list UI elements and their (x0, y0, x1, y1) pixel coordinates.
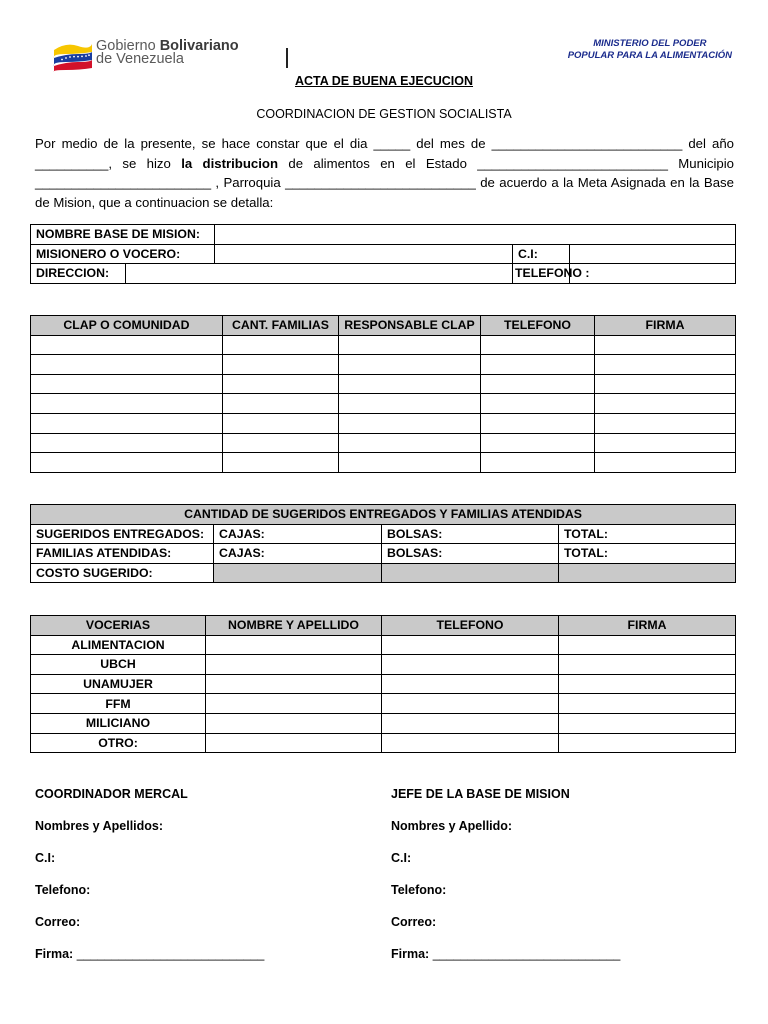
logo-text (96, 40, 239, 66)
mission-info-table (30, 224, 736, 284)
table-cell[interactable] (31, 394, 223, 414)
table-row (31, 413, 736, 433)
table-cell[interactable] (223, 355, 339, 375)
direccion-label: DIRECCION: (31, 264, 126, 284)
coordinator-title: COORDINADOR MERCAL (35, 787, 188, 801)
table-row (31, 524, 736, 544)
intro-paragraph (35, 134, 734, 212)
base-label: NOMBRE BASE DE MISION: (31, 225, 215, 245)
table-cell[interactable] (223, 394, 339, 414)
table-cell[interactable] (339, 433, 481, 453)
table-cell[interactable] (595, 413, 736, 433)
logo-text-part2: Bolivariano (159, 38, 239, 54)
table-cell[interactable] (31, 433, 223, 453)
logo-text-line2: de Venezuela (96, 51, 184, 67)
table-cell[interactable] (31, 453, 223, 473)
table-cell[interactable] (339, 394, 481, 414)
ci-label: C.I: (35, 851, 56, 865)
voceria-label: FFM (31, 694, 206, 714)
table-cell[interactable] (223, 433, 339, 453)
table-cell[interactable] (481, 355, 595, 375)
table-row (31, 355, 736, 375)
telefono-label: Telefono: (391, 883, 447, 897)
misionero-field[interactable] (215, 244, 513, 264)
column-header: CANT. FAMILIAS (223, 316, 339, 336)
table-cell[interactable] (559, 694, 736, 714)
costo-cell[interactable] (214, 563, 382, 583)
table-cell[interactable] (206, 674, 382, 694)
table-cell[interactable] (595, 374, 736, 394)
table-header-row (31, 505, 736, 525)
column-header: RESPONSABLE CLAP (339, 316, 481, 336)
table-row (31, 374, 736, 394)
names-label: Nombres y Apellido: (391, 819, 513, 833)
table-row (31, 394, 736, 414)
ministry-line1: MINISTERIO DEL PODER (593, 38, 707, 49)
logo-divider (286, 48, 288, 68)
table-row (31, 713, 736, 733)
table-cell[interactable] (31, 335, 223, 355)
column-header: FIRMA (559, 616, 736, 636)
table-cell[interactable] (339, 413, 481, 433)
table-cell[interactable] (206, 655, 382, 675)
firma-line[interactable]: ___________________________ (432, 947, 621, 961)
telefono-field[interactable] (570, 264, 736, 284)
voceria-label: OTRO: (31, 733, 206, 753)
ministry-name (568, 38, 732, 62)
table-row (31, 733, 736, 753)
sugeridos-entregados-label: SUGERIDOS ENTREGADOS: (31, 524, 214, 544)
table-cell[interactable] (481, 413, 595, 433)
table-row (31, 674, 736, 694)
table-cell[interactable] (481, 374, 595, 394)
familias-atendidas-label: FAMILIAS ATENDIDAS: (31, 544, 214, 564)
logo-text-part1: Gobierno (96, 38, 160, 54)
table-cell[interactable] (559, 655, 736, 675)
voceria-label: MILICIANO (31, 713, 206, 733)
firma-row (35, 947, 264, 961)
column-header: CLAP O COMUNIDAD (31, 316, 223, 336)
firma-label: Firma: (391, 947, 430, 961)
table-row (31, 453, 736, 473)
table-cell[interactable] (559, 733, 736, 753)
table-cell[interactable] (559, 635, 736, 655)
table-cell[interactable] (595, 453, 736, 473)
table-cell[interactable] (481, 433, 595, 453)
table-cell[interactable] (31, 374, 223, 394)
table-cell[interactable] (382, 694, 559, 714)
table-row (31, 694, 736, 714)
table-cell[interactable] (595, 335, 736, 355)
table-cell[interactable] (31, 413, 223, 433)
voceria-label: ALIMENTACION (31, 635, 206, 655)
table-cell[interactable] (339, 374, 481, 394)
correo-label: Correo: (391, 915, 437, 929)
table-cell[interactable] (339, 355, 481, 375)
ministry-line2: POPULAR PARA LA ALIMENTACIÓN (567, 50, 732, 61)
table-cell[interactable] (481, 453, 595, 473)
jefe-title: JEFE DE LA BASE DE MISION (391, 787, 570, 801)
voceria-label: UNAMUJER (31, 674, 206, 694)
table-row (31, 225, 736, 245)
government-logo (52, 40, 302, 72)
voceria-label: UBCH (31, 655, 206, 675)
total-cell[interactable]: TOTAL: (559, 524, 736, 544)
table-cell[interactable] (206, 733, 382, 753)
intro-text-bold: la distribucion (181, 155, 279, 171)
clap-table (30, 315, 736, 473)
column-header: FIRMA (595, 316, 736, 336)
telefono-label: TELEFONO : (513, 264, 570, 284)
table-row (31, 544, 736, 564)
cajas-cell[interactable]: CAJAS: (214, 524, 382, 544)
firma-line[interactable]: ___________________________ (76, 947, 265, 961)
table-cell[interactable] (223, 374, 339, 394)
table-cell[interactable] (382, 674, 559, 694)
venezuela-flag-icon (52, 40, 94, 72)
table-header-row (31, 616, 736, 636)
table-cell[interactable] (206, 635, 382, 655)
costo-sugerido-label: COSTO SUGERIDO: (31, 563, 214, 583)
bolsas-cell[interactable]: BOLSAS: (382, 524, 559, 544)
table-cell[interactable] (206, 694, 382, 714)
correo-label: Correo: (35, 915, 81, 929)
table-cell[interactable] (223, 453, 339, 473)
column-header: TELEFONO (382, 616, 559, 636)
telefono-label: Telefono: (35, 883, 91, 897)
ci-label: C.I: (391, 851, 412, 865)
table-row (31, 433, 736, 453)
document-title: ACTA DE BUENA EJECUCION (294, 74, 474, 88)
sugeridos-title: CANTIDAD DE SUGERIDOS ENTREGADOS Y FAMILIAS ATENDIDAS (31, 505, 736, 525)
table-row (31, 563, 736, 583)
total-cell[interactable]: TOTAL: (559, 544, 736, 564)
intro-text-2: de alimentos en el Estado __________________________ Municipio ________________________ , Parroquia __________________________ de acuerdo a la Meta Asignada en la Base de Mision, que a continuacion se detalla: (35, 155, 735, 210)
table-cell[interactable] (382, 655, 559, 675)
table-cell[interactable] (481, 335, 595, 355)
ci-label: C.I: (513, 244, 570, 264)
table-cell[interactable] (223, 335, 339, 355)
document-subtitle: COORDINACION DE GESTION SOCIALISTA (256, 107, 512, 121)
firma-label: Firma: (35, 947, 74, 961)
table-cell[interactable] (559, 713, 736, 733)
table-cell[interactable] (206, 713, 382, 733)
misionero-label: MISIONERO O VOCERO: (31, 244, 215, 264)
direccion-field[interactable] (126, 264, 513, 284)
ci-field[interactable] (570, 244, 736, 264)
table-row (31, 264, 736, 284)
sugeridos-table (30, 504, 736, 583)
table-cell[interactable] (339, 453, 481, 473)
table-cell[interactable] (382, 635, 559, 655)
table-header-row (31, 316, 736, 336)
firma-row (391, 947, 620, 961)
table-cell[interactable] (339, 335, 481, 355)
table-row (31, 655, 736, 675)
names-label: Nombres y Apellidos: (35, 819, 164, 833)
column-header: VOCERIAS (31, 616, 206, 636)
table-row (31, 335, 736, 355)
cajas-cell[interactable]: CAJAS: (214, 544, 382, 564)
vocerias-table (30, 615, 736, 753)
column-header: TELEFONO (481, 316, 595, 336)
intro-text-1: Por medio de la presente, se hace constar que el dia _____ del mes de __________________________ del año __________, se hizo (35, 136, 734, 171)
bolsas-cell[interactable]: BOLSAS: (382, 544, 559, 564)
table-row (31, 635, 736, 655)
table-cell[interactable] (595, 355, 736, 375)
table-cell[interactable] (559, 674, 736, 694)
column-header: NOMBRE Y APELLIDO (206, 616, 382, 636)
table-cell[interactable] (481, 394, 595, 414)
table-row (31, 244, 736, 264)
base-field[interactable] (215, 225, 736, 245)
costo-cell[interactable] (559, 563, 736, 583)
table-cell[interactable] (595, 394, 736, 414)
costo-cell[interactable] (382, 563, 559, 583)
table-cell[interactable] (382, 713, 559, 733)
table-cell[interactable] (382, 733, 559, 753)
table-cell[interactable] (223, 413, 339, 433)
table-cell[interactable] (595, 433, 736, 453)
table-cell[interactable] (31, 355, 223, 375)
